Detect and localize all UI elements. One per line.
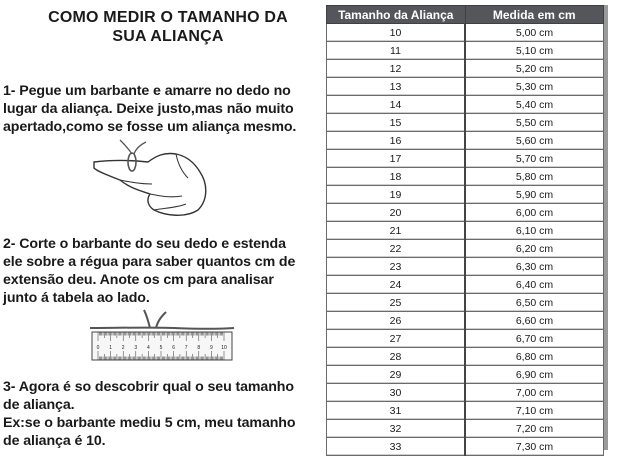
table-header-row — [327, 6, 604, 24]
cell-measure: 6,70 cm — [465, 330, 604, 348]
ruler-with-string-illustration — [88, 308, 236, 368]
ruler-number: 10 — [221, 345, 227, 351]
step-3-text — [3, 378, 295, 450]
page-title — [18, 8, 318, 46]
cell-measure: 7,30 cm — [465, 438, 604, 456]
table-row — [327, 312, 604, 330]
ruler-number: 0 — [96, 345, 100, 351]
step-line: 2- Corte o barbante do seu dedo e estenda — [3, 236, 286, 252]
cell-ring-size: 11 — [327, 42, 466, 60]
table-row — [327, 168, 604, 186]
ruler-number: 2 — [121, 345, 125, 351]
cell-ring-size: 21 — [327, 222, 466, 240]
cell-ring-size: 19 — [327, 186, 466, 204]
step-line: 3- Agora é so descobrir qual o seu tamanho — [3, 379, 294, 395]
step-1-text — [3, 82, 296, 136]
cell-measure: 6,60 cm — [465, 312, 604, 330]
cell-measure: 7,00 cm — [465, 384, 604, 402]
cell-ring-size: 10 — [327, 24, 466, 42]
cell-ring-size: 28 — [327, 348, 466, 366]
cell-measure: 5,50 cm — [465, 114, 604, 132]
cell-ring-size: 27 — [327, 330, 466, 348]
table-row — [327, 240, 604, 258]
finger-with-string-illustration — [90, 138, 220, 220]
ring-size-table — [326, 5, 604, 456]
cell-ring-size: 25 — [327, 294, 466, 312]
cell-measure: 6,80 cm — [465, 348, 604, 366]
ruler-number: 1 — [109, 345, 112, 351]
table-row — [327, 60, 604, 78]
step-line: junto á tabela ao lado. — [3, 290, 150, 306]
header-ring-size: Tamanho da Aliança — [327, 6, 466, 24]
step-line: Ex:se o barbante mediu 5 cm, meu tamanho — [3, 415, 296, 431]
cell-measure: 6,40 cm — [465, 276, 604, 294]
table-row — [327, 24, 604, 42]
table-row — [327, 222, 604, 240]
table-row — [327, 366, 604, 384]
step-line: extensão deu. Anote os cm para analisar — [3, 272, 274, 288]
cell-measure: 5,80 cm — [465, 168, 604, 186]
cell-ring-size: 24 — [327, 276, 466, 294]
step-line: ele sobre a régua para saber quantos cm de — [3, 254, 296, 270]
cell-ring-size: 26 — [327, 312, 466, 330]
step-line: apertado,como se fosse um aliança mesmo. — [3, 119, 297, 135]
title-line-2: SUA ALIANÇA — [112, 28, 224, 45]
table-row — [327, 42, 604, 60]
cell-measure: 6,20 cm — [465, 240, 604, 258]
cell-measure: 5,90 cm — [465, 186, 604, 204]
table-body — [327, 24, 604, 456]
cell-measure: 5,60 cm — [465, 132, 604, 150]
table-row — [327, 402, 604, 420]
title-line-1: COMO MEDIR O TAMANHO DA — [48, 9, 288, 26]
table-row — [327, 78, 604, 96]
cell-measure: 5,40 cm — [465, 96, 604, 114]
header-measure-cm: Medida em cm — [465, 6, 604, 24]
step-line: de aliança é 10. — [3, 433, 106, 449]
cell-ring-size: 18 — [327, 168, 466, 186]
cell-measure: 6,30 cm — [465, 258, 604, 276]
ruler-number: 8 — [197, 345, 201, 351]
table-row — [327, 132, 604, 150]
cell-ring-size: 22 — [327, 240, 466, 258]
table-row — [327, 438, 604, 456]
cell-ring-size: 20 — [327, 204, 466, 222]
step-line: de aliança. — [3, 397, 75, 413]
step-line: 1- Pegue um barbante e amarre no dedo no — [3, 83, 291, 99]
cell-ring-size: 33 — [327, 438, 466, 456]
table-row — [327, 420, 604, 438]
cell-ring-size: 30 — [327, 384, 466, 402]
cell-ring-size: 16 — [327, 132, 466, 150]
cell-ring-size: 12 — [327, 60, 466, 78]
cell-measure: 5,70 cm — [465, 150, 604, 168]
cell-measure: 6,90 cm — [465, 366, 604, 384]
table-row — [327, 96, 604, 114]
table-row — [327, 186, 604, 204]
ruler-number: 3 — [134, 345, 138, 351]
cell-ring-size: 13 — [327, 78, 466, 96]
cell-measure: 6,00 cm — [465, 204, 604, 222]
table-row — [327, 114, 604, 132]
table-row — [327, 384, 604, 402]
table-row — [327, 204, 604, 222]
cell-measure: 5,00 cm — [465, 24, 604, 42]
cell-ring-size: 15 — [327, 114, 466, 132]
table-row — [327, 258, 604, 276]
cell-measure: 7,10 cm — [465, 402, 604, 420]
cell-measure: 5,10 cm — [465, 42, 604, 60]
cell-measure: 7,20 cm — [465, 420, 604, 438]
cell-ring-size: 17 — [327, 150, 466, 168]
cell-measure: 5,20 cm — [465, 60, 604, 78]
cell-ring-size: 31 — [327, 402, 466, 420]
cell-ring-size: 32 — [327, 420, 466, 438]
table-row — [327, 348, 604, 366]
table-row — [327, 276, 604, 294]
table-row — [327, 150, 604, 168]
ruler-number: 6 — [172, 345, 175, 351]
ruler-number: 5 — [159, 345, 163, 351]
cell-measure: 5,30 cm — [465, 78, 604, 96]
cell-measure: 6,10 cm — [465, 222, 604, 240]
ruler-number: 4 — [147, 345, 150, 351]
ruler-number: 7 — [184, 345, 188, 351]
step-line: lugar da aliança. Deixe justo,mas não muito — [3, 101, 294, 117]
table-row — [327, 330, 604, 348]
table-shadow — [604, 5, 608, 450]
ruler-number: 9 — [210, 345, 213, 351]
table-row — [327, 294, 604, 312]
step-2-text — [3, 235, 295, 307]
cell-ring-size: 14 — [327, 96, 466, 114]
cell-measure: 6,50 cm — [465, 294, 604, 312]
cell-ring-size: 29 — [327, 366, 466, 384]
cell-ring-size: 23 — [327, 258, 466, 276]
